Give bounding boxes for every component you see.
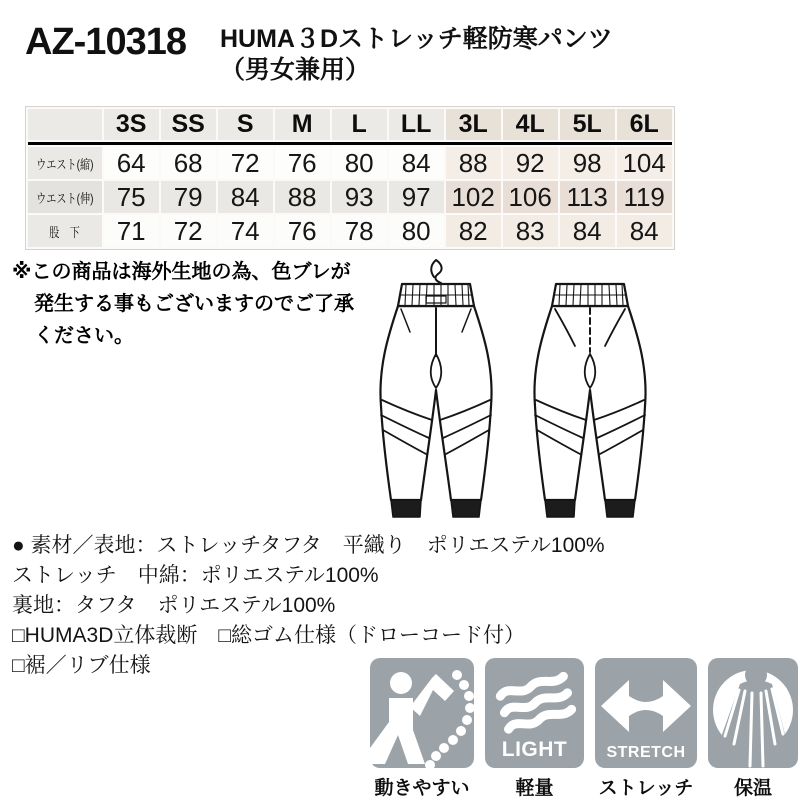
cell: 74 — [218, 215, 273, 247]
table-row-inseam — [28, 215, 672, 247]
cell: 82 — [446, 215, 501, 247]
product-name — [220, 24, 613, 85]
feature-label: 動きやすい — [374, 778, 470, 799]
feature-mobility — [370, 658, 474, 800]
cell: 93 — [332, 181, 387, 213]
row-label: ウエスト(伸) — [28, 181, 102, 213]
size-table-header-row — [28, 109, 672, 140]
cell: 113 — [560, 181, 615, 213]
cell: 78 — [332, 215, 387, 247]
cell: 80 — [332, 147, 387, 179]
pants-back-illustration — [534, 284, 645, 517]
stretch-icon — [595, 658, 697, 768]
materials-line: ● 素材／表地：ストレッチタフタ 平織り ポリエステル100% — [12, 534, 605, 557]
pants-illustration — [358, 252, 670, 530]
feature-label: ストレッチ — [598, 778, 694, 799]
product-name-line2: （男女兼用） — [219, 55, 370, 84]
cell: 88 — [446, 147, 501, 179]
stretch-badge-text: STRETCH — [606, 744, 686, 761]
mobility-icon — [370, 658, 474, 768]
cell: 106 — [503, 181, 558, 213]
row-label: 股 下 — [28, 215, 102, 247]
notice-line: 発生する事もございますのでご了承 — [34, 293, 354, 315]
cell: 76 — [275, 215, 330, 247]
table-row-waist-contracted — [28, 147, 672, 179]
cell: 88 — [275, 181, 330, 213]
cell: 79 — [161, 181, 216, 213]
pants-front-illustration — [380, 260, 491, 517]
header-divider — [28, 142, 672, 145]
cell: 97 — [389, 181, 444, 213]
size-table — [25, 106, 675, 250]
size-col-ll: LL — [389, 109, 444, 140]
notice-line: ※この商品は海外生地の為、色ブレが — [12, 261, 351, 283]
cell: 84 — [218, 181, 273, 213]
size-col-s: S — [218, 109, 273, 140]
size-col-6l: 6L — [617, 109, 672, 140]
feature-stretch — [595, 658, 697, 800]
cell: 76 — [275, 147, 330, 179]
header — [25, 22, 613, 85]
cell: 84 — [389, 147, 444, 179]
size-col-ss: SS — [161, 109, 216, 140]
materials-line: □裾／リブ仕様 — [12, 654, 151, 677]
materials-line: ストレッチ 中綿：ポリエステル100% — [12, 564, 379, 587]
product-name-line1: HUMA３Dストレッチ軽防寒パンツ — [219, 25, 613, 53]
light-badge-text: LIGHT — [501, 738, 568, 761]
feature-lightweight — [485, 658, 584, 800]
size-col-m: M — [275, 109, 330, 140]
size-col-5l: 5L — [560, 109, 615, 140]
feature-warmth — [708, 658, 798, 800]
cell: 80 — [389, 215, 444, 247]
size-col-4l: 4L — [503, 109, 558, 140]
cell: 75 — [104, 181, 159, 213]
table-row-waist-stretched — [28, 181, 672, 213]
cell: 104 — [617, 147, 672, 179]
overseas-fabric-notice — [12, 256, 354, 352]
cell: 83 — [503, 215, 558, 247]
feature-label: 軽量 — [515, 778, 554, 799]
cell: 68 — [161, 147, 216, 179]
cell: 84 — [560, 215, 615, 247]
cell: 72 — [161, 215, 216, 247]
feature-badges — [370, 658, 798, 800]
light-icon — [485, 658, 584, 768]
cell: 84 — [617, 215, 672, 247]
cell: 102 — [446, 181, 501, 213]
cell: 119 — [617, 181, 672, 213]
feature-label: 保温 — [733, 778, 772, 799]
cell: 72 — [218, 147, 273, 179]
size-col-3s: 3S — [104, 109, 159, 140]
row-label: ウエスト(縮) — [28, 147, 102, 179]
materials-line: □HUMA3D立体裁断 □総ゴム仕様（ドローコード付） — [12, 624, 526, 647]
size-col-l: L — [332, 109, 387, 140]
product-code: AZ-10318 — [25, 21, 186, 63]
warmth-icon — [708, 658, 798, 768]
size-col-3l: 3L — [446, 109, 501, 140]
cell: 98 — [560, 147, 615, 179]
cell: 71 — [104, 215, 159, 247]
materials-line: 裏地：タフタ ポリエステル100% — [12, 594, 336, 617]
cell: 64 — [104, 147, 159, 179]
size-table-corner — [28, 109, 102, 140]
notice-line: ください。 — [34, 325, 134, 347]
cell: 92 — [503, 147, 558, 179]
